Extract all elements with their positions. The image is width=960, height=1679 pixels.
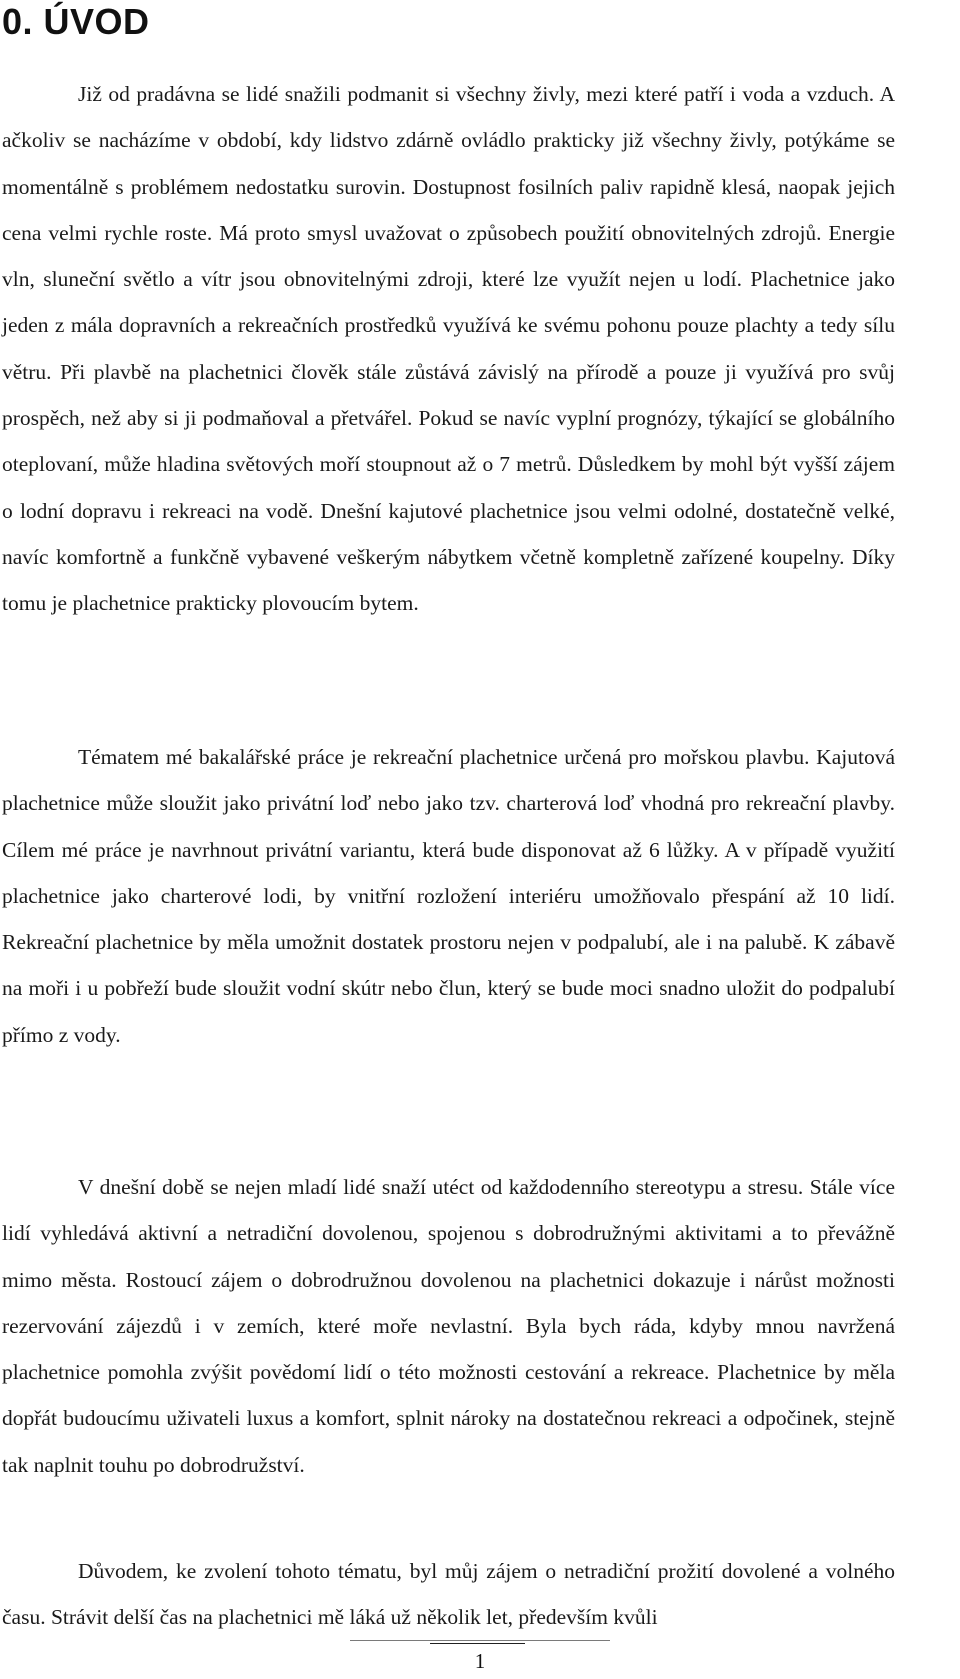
paragraph-topic: Tématem mé bakalářské práce je rekreační plachetnice určená pro mořskou plavbu. Kajutová plachetnice může sloužit jako privátní loď nebo jako tzv. charterová loď vhodná pro rekreační plavby. Cílem mé práce je navrhnout privátní variantu, která bude disponovat až 6 lůžky. A v případě využití plachetnice jako charterové lodi, by vnitřní rozložení interiéru umožňovalo přespání až 10 lidí. Rekreační plachetnice by měla umožnit dostatek prostoru nejen v podpalubí, ale i na palubě. K zábavě na moři i u pobřeží bude sloužit vodní skútr nebo člun, který se bude moci snadno uložit do podpalubí přímo z vody. — [2, 745, 895, 1047]
footer-divider-accent — [430, 1643, 525, 1644]
paragraph-intro: Již od pradávna se lidé snažili podmanit si všechny živly, mezi které patří i voda a vzduch. A ačkoliv se nacházíme v období, kdy lidstvo zdárně ovládlo prakticky již všechny živly, potýkáme se momentálně s problémem nedostatku surovin. Dostupnost fosilních paliv rapidně klesá, naopak jejich cena velmi rychle roste. Má proto smysl uvažovat o způsobech použití obnovitelných zdrojů. Energie vln, sluneční světlo a vítr jsou obnovitelnými zdroji, které lze využít nejen u lodí. Plachetnice jako jeden z mála dopravních a rekreačních prostředků využívá ke svému pohonu pouze plachty a tedy sílu větru. Při plavbě na plachetnici člověk stále zůstává závislý na přírodě a pouze ji využívá pro svůj prospěch, než aby si ji podmaňoval a přetvářel. Pokud se navíc vyplní prognózy, týkající se globálního oteplovaní, může hladina světových moří stoupnout až o 7 metrů. Důsledkem by mohl být vyšší zájem o lodní dopravu i rekreaci na vodě. Dnešní kajutové plachetnice jsou velmi odolné, dostatečně velké, navíc komfortně a funkčně vybavené veškerým nábytkem včetně kompletně zařízené koupelny. Díky tomu je plachetnice prakticky plovoucím bytem. — [2, 82, 895, 616]
chapter-heading: 0. ÚVOD — [2, 1, 150, 42]
page-number: 1 — [474, 1649, 486, 1673]
footer-divider — [350, 1640, 610, 1641]
paragraph-motivation: V dnešní době se nejen mladí lidé snaží utéct od každodenního stereotypu a stresu. Stále více lidí vyhledává aktivní a netradiční dovolenou, spojenou s dobrodružnými aktivitami a to převážně mimo města. Rostoucí zájem o dobrodružnou dovolenou na plachetnici dokazuje i nárůst možnosti rezervování zájezdů i v zemích, které moře nevlastní. Byla bych ráda, kdyby mnou navržená plachetnice pomohla zvýšit povědomí lidí o této možnosti cestování a rekreace. Plachetnice by měla dopřát budoucímu uživateli luxus a komfort, splnit nároky na dostatečnou rekreaci a odpočinek, stejně tak naplnit touhu po dobrodružství. — [2, 1175, 895, 1477]
paragraph-reason: Důvodem, ke zvolení tohoto tématu, byl můj zájem o netradiční prožití dovolené a volného času. Strávit delší čas na plachetnici mě láká už několik let, především kvůli — [2, 1559, 895, 1630]
